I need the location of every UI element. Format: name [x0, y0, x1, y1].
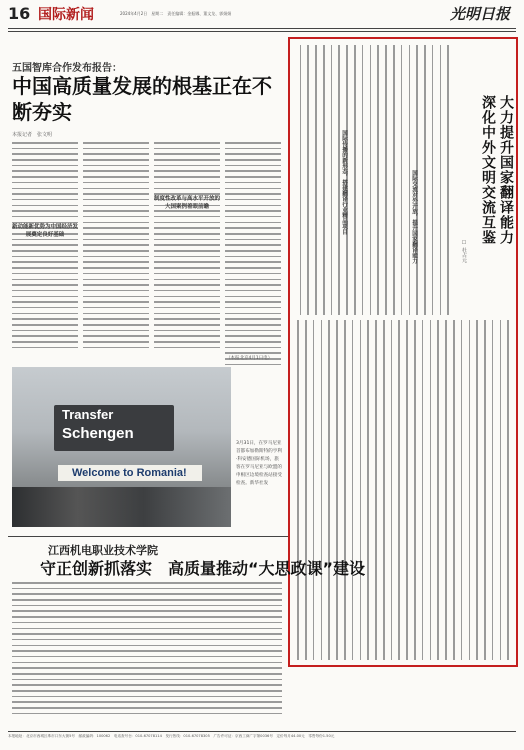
article-body-col-3: [154, 142, 220, 352]
header-rule: [8, 28, 516, 29]
photo-sign-line-1: Transfer: [62, 407, 114, 422]
feature-headline-1: 大力提升国家翻译能力: [498, 95, 514, 245]
bottom-headline: 守正创新抓落实 高质量推动“大思政课”建设: [40, 559, 366, 578]
feature-subhead-1: 国际传播的新形态，搭建翻译行业精品项目: [341, 130, 347, 235]
section-title: 国际新闻: [38, 7, 94, 23]
article-end-note: （本报北京4月1日电）: [226, 356, 273, 361]
photo-caption: 3月31日，在罗马尼亚首都布加勒斯特的亨利·科安德国际机场，旅客在罗马尼亚与欧盟的申根区边境检查站接受检查。新华社发: [236, 441, 282, 486]
dateline: 2024年4月2日 星期二 责任编辑：金振娜、董文龙、郭娟娟: [120, 11, 232, 16]
feature-author: ☐ 杜占元: [461, 240, 467, 263]
article-subhead-2: 制度性改革与高水平开放的大国案例着眼前瞻: [154, 196, 221, 210]
newspaper-logo: 光明日报: [449, 5, 510, 23]
article-headline: 中国高质量发展的根基正在不断夯实: [12, 74, 272, 124]
article-body-col-2: [83, 142, 149, 352]
bottom-institution: 江西机电职业技术学院: [48, 544, 158, 557]
article-subhead-1: 新动能新优势为中国经济发展奠定良好基础: [12, 224, 79, 238]
photo-sign-line-2: Schengen: [62, 425, 134, 442]
footer-rule: [8, 731, 516, 732]
photo-banner-text: Welcome to Romania!: [72, 467, 187, 479]
article-body-col-4: [225, 142, 281, 370]
feature-subhead-2: 国际交流对外开放，提升国家翻译能力: [411, 170, 417, 264]
feature-body-top: [297, 45, 449, 315]
page-header: [0, 0, 524, 30]
feature-body-bottom: [297, 320, 509, 660]
photo-crowd: [12, 487, 231, 527]
page-footer: 本报地址：北京市西城区珠市口东大街5号 邮政编码：100062 电话查号台：010-67078114 发行热线：010-67078305 广告许可证：京西工商广字第0036号 定价每月44.00元 零售每份1.50元: [8, 734, 335, 738]
page-number: 16: [8, 4, 31, 23]
article-body-col-1: [12, 142, 78, 352]
bottom-body: [12, 582, 282, 719]
header-rule-thin: [8, 31, 516, 32]
article-kicker: 五国智库合作发布报告：: [12, 63, 122, 74]
article-byline: 本报记者 张文明: [12, 132, 53, 138]
section-divider: [8, 536, 288, 537]
feature-headline-2: 深化中外文明交流互鉴: [480, 95, 496, 245]
news-photo: [12, 367, 231, 527]
